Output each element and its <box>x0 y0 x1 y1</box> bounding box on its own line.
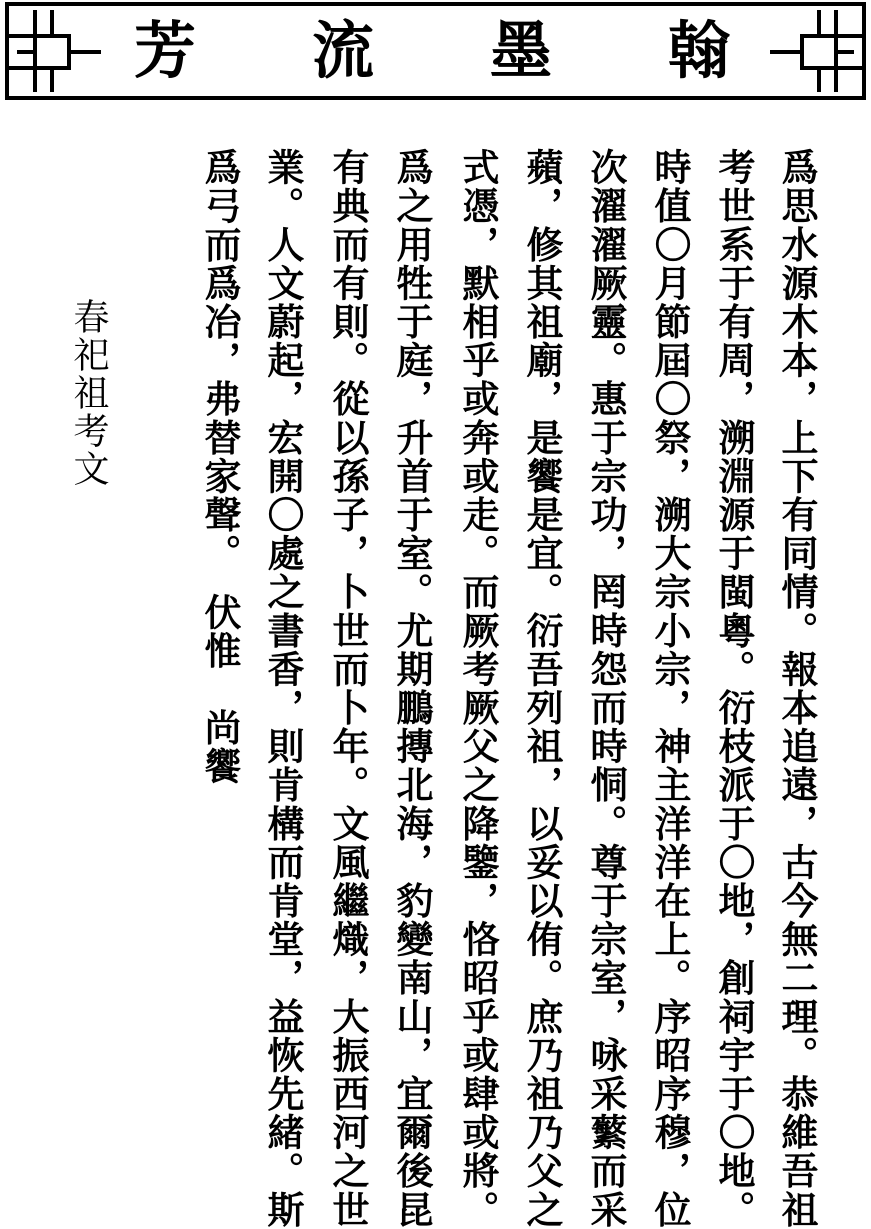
left-fret-ornament <box>7 10 101 92</box>
text-column-8: 有典而有則。從以孫子，卜世而卜年。文風繼熾，大振西河之世 <box>326 148 370 1229</box>
title-char-2: 流 <box>311 14 374 87</box>
title-char-4: 翰 <box>667 14 730 87</box>
text-column-10: 爲弓而爲冶，弗替家聲。 伏惟 尚饗 <box>198 148 242 786</box>
essay-heading: 春祀祖考文 <box>68 298 109 488</box>
text-column-1: 爲思水源木本，上下有同情。報本追遠，古今無二理。恭維吾祖 <box>775 148 819 1229</box>
title-banner <box>5 2 866 100</box>
text-column-5: 蘋，修其祖廟，是饗是宜。衍吾列祖，以妥以侑。庶乃祖乃父之 <box>520 148 564 1229</box>
text-column-6: 式憑，默相乎或奔或走。而厥考厥父之降鑒，恪昭乎或肆或將。 <box>456 148 500 1229</box>
text-column-9: 業。人文蔚起，宏開〇處之書香，則肯構而肯堂，益恢先緒。斯 <box>261 148 305 1229</box>
title-char-3: 墨 <box>489 14 552 87</box>
right-fret-ornament <box>770 10 864 92</box>
text-column-4: 次濯濯厥靈。惠于宗功，罔時怨而時恫。尊于宗室，咏采蘩而采 <box>584 148 628 1229</box>
text-column-2: 考世系于有周，溯淵源于閩粵。衍枝派于〇地，創祠宇于〇地。 <box>712 148 756 1229</box>
title-char-1: 芳 <box>133 14 196 87</box>
text-column-3: 時值〇月節屆〇祭，溯大宗小宗，神主洋洋在上。序昭序穆，位 <box>648 148 692 1229</box>
text-column-7: 爲之用牲于庭，升首于室。尤期鵬摶北海，豹變南山，宜爾後昆 <box>390 148 434 1229</box>
